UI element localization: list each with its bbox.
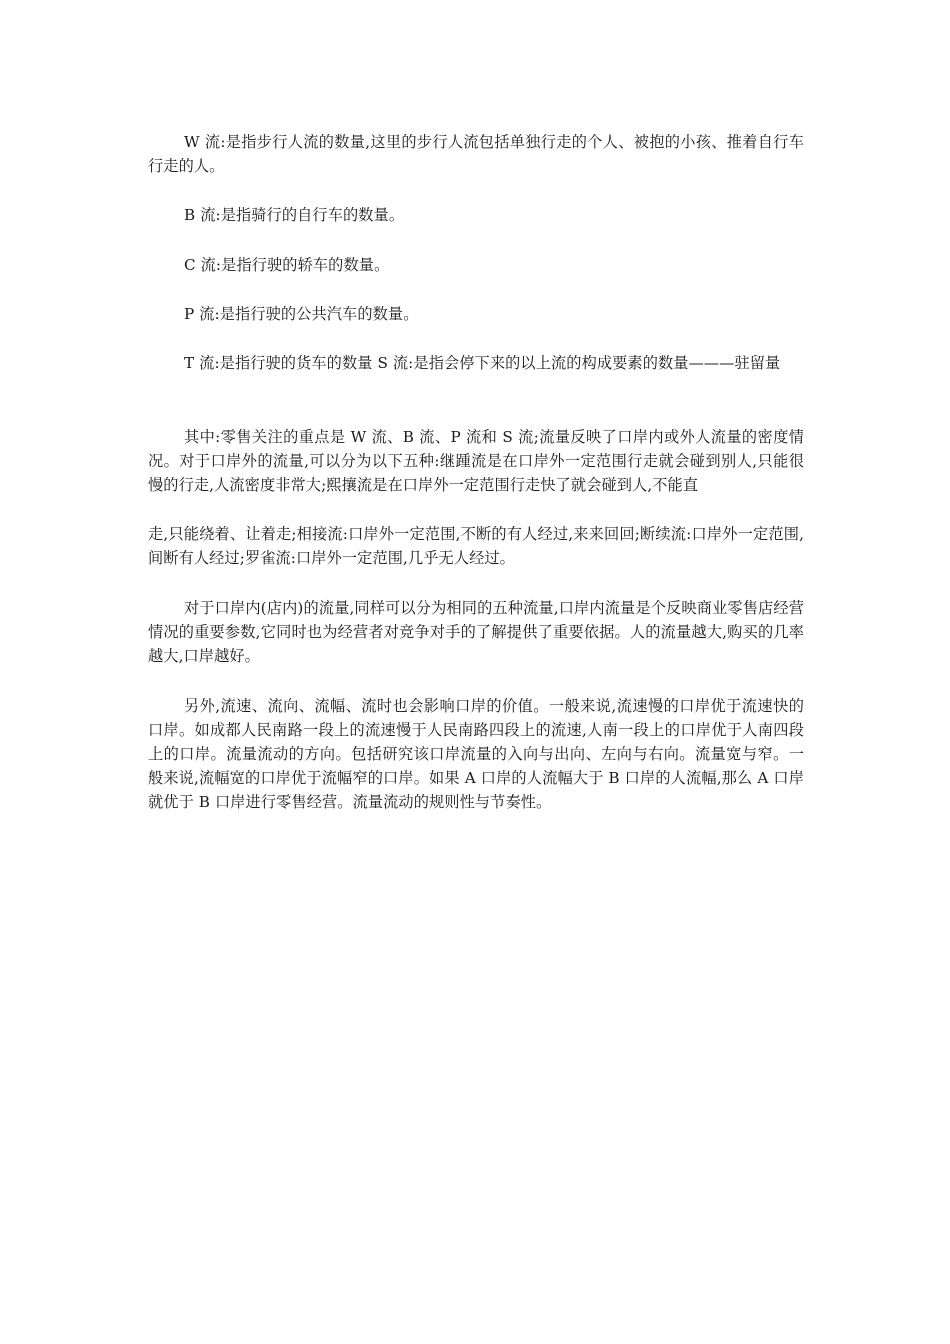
- paragraph-c-flow: C 流:是指行驶的轿车的数量。: [184, 256, 390, 274]
- paragraph-inside-flow: 对于口岸内(店内)的流量,同样可以分为相同的五种流量,口岸内流量是个反映商业零售店经营情况的重要参数,它同时也为经营者对竞争对手的了解提供了重要依据。人的流量越大,购买的几率越大,口岸越好。: [148, 599, 804, 665]
- paragraph-speed-direction: 另外,流速、流向、流幅、流时也会影响口岸的价值。一般来说,流速慢的口岸优于流速快的口岸。如成都人民南路一段上的流速慢于人民南路四段上的流速,人南一段上的口岸优于人南四段上的口岸。流量流动的方向。包括研究该口岸流量的入向与出向、左向与右向。流量宽与窄。一般来说,流幅宽的口岸优于流幅窄的口岸。如果 A 口岸的人流幅大于 B 口岸的人流幅,那么 A 口岸就优于 B 口岸进行零售经营。流量流动的规则性与节奏性。: [148, 697, 804, 811]
- paragraph-w-flow: W 流:是指步行人流的数量,这里的步行人流包括单独行走的个人、被抱的小孩、推着自行车行走的人。: [148, 133, 804, 175]
- paragraph-b-flow: B 流:是指骑行的自行车的数量。: [184, 206, 405, 224]
- paragraph-p-flow: P 流:是指行驶的公共汽车的数量。: [184, 305, 419, 323]
- paragraph-retail-focus: 其中:零售关注的重点是 W 流、B 流、P 流和 S 流;流量反映了口岸内或外人流量的密度情况。对于口岸外的流量,可以分为以下五种:继踵流是在口岸外一定范围行走就会碰到别人,只能很慢的行走,人流密度非常大;熙攘流是在口岸外一定范围行走快了就会碰到人,不能直: [148, 428, 804, 494]
- paragraph-t-s-flow: T 流:是指行驶的货车的数量 S 流:是指会停下来的以上流的构成要素的数量———驻留量: [184, 354, 781, 372]
- paragraph-retail-focus-continued: 走,只能绕着、让着走;相接流:口岸外一定范围,不断的有人经过,来来回回;断续流:口岸外一定范围,间断有人经过;罗雀流:口岸外一定范围,几乎无人经过。: [148, 525, 804, 567]
